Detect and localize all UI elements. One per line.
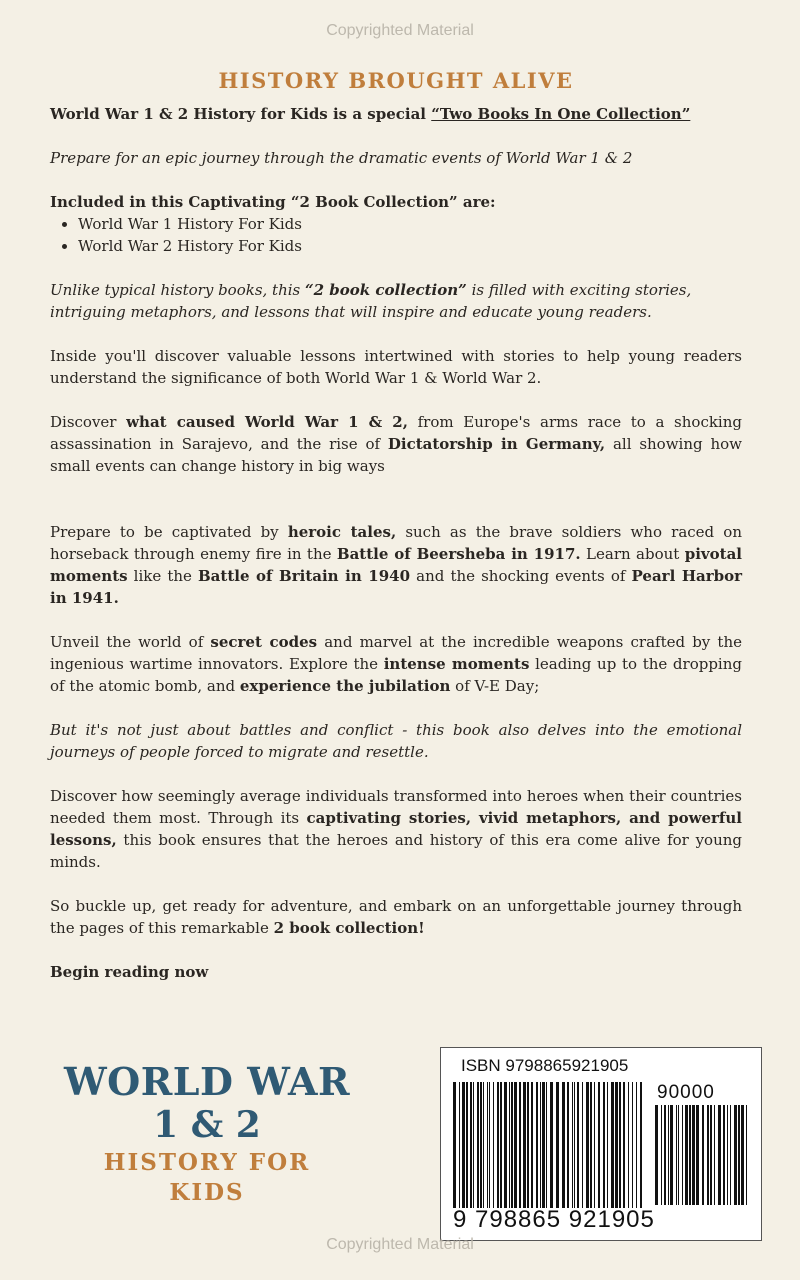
text-run-bold: Dictatorship in Germany,	[387, 435, 606, 453]
text-run: like the	[127, 567, 198, 585]
barcode-bar	[473, 1082, 474, 1208]
series-logo	[62, 1060, 352, 1208]
barcode-bar	[661, 1105, 662, 1205]
text-run: Discover	[50, 413, 127, 431]
barcode-bar	[615, 1082, 618, 1208]
barcode-bar	[734, 1105, 737, 1205]
barcode-bar	[730, 1105, 731, 1205]
barcode-bar	[590, 1082, 592, 1208]
barcode-bar	[603, 1082, 605, 1208]
barcode-bar	[655, 1105, 658, 1205]
barcode-bar	[489, 1082, 490, 1208]
text-run-bold: intense moments	[383, 655, 530, 673]
list-item: • World War 2 History For Kids	[78, 235, 742, 257]
barcode-bar	[692, 1105, 695, 1205]
text-run-bold: heroic tales,	[287, 523, 397, 541]
barcode-bar	[741, 1105, 744, 1205]
barcode-bar	[676, 1105, 677, 1205]
unveil-paragraph	[50, 631, 742, 697]
text-run: of V-E Day;	[450, 677, 540, 695]
barcode-bar	[682, 1105, 683, 1205]
text-run-bold: secret codes	[210, 633, 318, 651]
text-run: leading up to the dropping of the atomic bomb, and	[50, 655, 742, 695]
barcode-bar	[714, 1105, 715, 1205]
watermark-bottom: Copyrighted Material	[326, 1236, 474, 1253]
barcode-bar	[632, 1082, 633, 1208]
text-run: Unveil the world of	[50, 633, 211, 651]
tagline: Prepare for an epic journey through the dramatic events of World War 1 & 2	[50, 149, 633, 167]
text-run: Unlike typical history books, this	[50, 281, 306, 299]
barcode-bar	[670, 1105, 673, 1205]
buckle-paragraph	[50, 895, 742, 939]
barcode-bar	[459, 1082, 460, 1208]
barcode-bar	[640, 1082, 642, 1208]
battles-paragraph: But it's not just about battles and conflict - this book also delves into the emotional journeys of people forced to migrate and resettle.	[50, 721, 742, 761]
barcode-bar	[710, 1105, 712, 1205]
barcode-bar	[668, 1105, 669, 1205]
barcode-bar	[531, 1082, 533, 1208]
heroes-paragraph	[50, 785, 742, 873]
text-run: Learn about	[580, 545, 685, 563]
prepare-paragraph	[50, 521, 742, 609]
barcode-bar	[723, 1105, 725, 1205]
barcode-bar	[702, 1105, 704, 1205]
text-run: all showing how small events can change history in big ways	[50, 435, 742, 475]
barcode-bar	[562, 1082, 565, 1208]
barcode-bar	[483, 1082, 484, 1208]
barcode-bar	[738, 1105, 740, 1205]
text-run-bold: “2 book collection”	[305, 281, 467, 299]
barcode-bar	[594, 1082, 595, 1208]
barcode-bar	[550, 1082, 553, 1208]
logo-line-1: WORLD WAR	[63, 1059, 351, 1104]
barcode-bar	[511, 1082, 513, 1208]
inside-paragraph: Inside you'll discover valuable lessons intertwined with stories to help young readers understand the significance of both World War 1 & World War 2.	[50, 347, 742, 387]
barcode-bar	[493, 1082, 494, 1208]
barcode-bar	[477, 1082, 479, 1208]
barcode-bar	[572, 1082, 573, 1208]
barcode-bar	[542, 1082, 545, 1208]
text-run: Discover how seemingly average individuals transformed into heroes when their countries needed them most. Through its	[50, 787, 742, 827]
logo-line-3: HISTORY FOR KIDS	[103, 1149, 311, 1206]
barcode-bar	[466, 1082, 468, 1208]
intro-link: “Two Books In One Collection”	[431, 105, 691, 123]
barcode-bar	[689, 1105, 691, 1205]
spacer	[50, 499, 742, 521]
barcode-bar	[582, 1082, 583, 1208]
barcode-bar	[500, 1082, 502, 1208]
text-run: from Europe's arms race to a shocking assassination in Sarajevo, and the rise of	[50, 413, 742, 453]
barcode-bar	[546, 1082, 547, 1208]
barcode-bar	[556, 1082, 559, 1208]
barcode-bar	[487, 1082, 488, 1208]
barcode-bar	[462, 1082, 465, 1208]
barcode-digits: 9 798865 921905	[453, 1206, 655, 1233]
barcode-bar	[727, 1105, 728, 1205]
included-title	[50, 191, 742, 213]
price-barcode-bars	[655, 1105, 747, 1205]
barcode-bar	[567, 1082, 569, 1208]
list-item: • World War 1 History For Kids	[78, 213, 742, 235]
text-run-bold: Battle of Britain in 1940	[198, 567, 411, 585]
isbn-barcode	[440, 1047, 762, 1241]
barcode-bar	[718, 1105, 721, 1205]
barcode-bar	[636, 1082, 637, 1208]
barcode-bar	[509, 1082, 510, 1208]
barcode-bar	[497, 1082, 499, 1208]
price-code: 90000	[657, 1082, 715, 1103]
barcode-bar	[707, 1105, 709, 1205]
discover-paragraph	[50, 411, 742, 477]
text-run: and the shocking events of	[410, 567, 632, 585]
unlike-paragraph	[50, 279, 742, 323]
barcode-bar	[504, 1082, 507, 1208]
barcode-bar	[685, 1105, 688, 1205]
barcode-bar	[696, 1105, 699, 1205]
text-run: So buckle up, get ready for adventure, and embark on an unforgettable journey through the pages of this remarkable	[50, 897, 742, 937]
text-run-bold: 2 book collection!	[273, 919, 425, 937]
isbn-label: ISBN 9798865921905	[461, 1056, 629, 1075]
watermark-top: Copyrighted Material	[326, 22, 474, 39]
cta-text: Begin reading now	[50, 963, 209, 981]
barcode-bar	[628, 1082, 629, 1208]
barcode-bar	[577, 1082, 579, 1208]
text-run: is filled with exciting stories, intriguing metaphors, and lessons that will inspire and educate young readers.	[50, 281, 692, 321]
barcode-bar	[623, 1082, 625, 1208]
barcode-bar	[611, 1082, 614, 1208]
intro-text: World War 1 & 2 History for Kids is a special	[50, 105, 432, 123]
intro-paragraph	[50, 103, 742, 125]
text-run: this book ensures that the heroes and history of this era come alive for young minds.	[50, 831, 742, 871]
barcode-bar	[619, 1082, 621, 1208]
barcode-bar	[536, 1082, 538, 1208]
text-run-bold: what caused World War 1 & 2,	[126, 413, 408, 431]
text-run: such as the brave soldiers who raced on horseback through enemy fire in the	[50, 523, 742, 563]
text-run-bold: Battle of Beersheba in 1917.	[336, 545, 581, 563]
included-list	[50, 213, 742, 257]
barcode-bar	[523, 1082, 526, 1208]
barcode-bar	[664, 1105, 666, 1205]
barcode-bar	[527, 1082, 529, 1208]
cta	[50, 961, 742, 983]
barcode-bar	[586, 1082, 589, 1208]
text-run-bold: experience the jubilation	[239, 677, 451, 695]
barcode-bar	[607, 1082, 608, 1208]
main-barcode-bars	[453, 1082, 645, 1208]
included-title-text: Included in this Captivating “2 Book Collection” are:	[50, 193, 496, 211]
barcode-bar	[470, 1082, 472, 1208]
text-run-bold: pivotal moments	[50, 545, 742, 585]
barcode-bar	[480, 1082, 482, 1208]
heading: HISTORY BROUGHT ALIVE	[218, 68, 574, 93]
barcode-bar	[574, 1082, 575, 1208]
barcode-bar	[598, 1082, 600, 1208]
barcode-bar	[746, 1105, 747, 1205]
barcode-bar	[514, 1082, 517, 1208]
back-cover-text	[50, 68, 742, 1005]
logo-line-2: 1 & 2	[153, 1104, 261, 1146]
text-run: Prepare to be captivated by	[50, 523, 288, 541]
text-run-bold: Pearl Harbor in 1941.	[50, 567, 743, 607]
barcode-bar	[678, 1105, 679, 1205]
text-run: and marvel at the incredible weapons crafted by the ingenious wartime innovators. Explore the	[50, 633, 742, 673]
barcode-bar	[540, 1082, 541, 1208]
barcode-bar	[453, 1082, 456, 1208]
text-run-bold: captivating stories, vivid metaphors, and powerful lessons,	[50, 809, 742, 849]
barcode-bar	[519, 1082, 521, 1208]
